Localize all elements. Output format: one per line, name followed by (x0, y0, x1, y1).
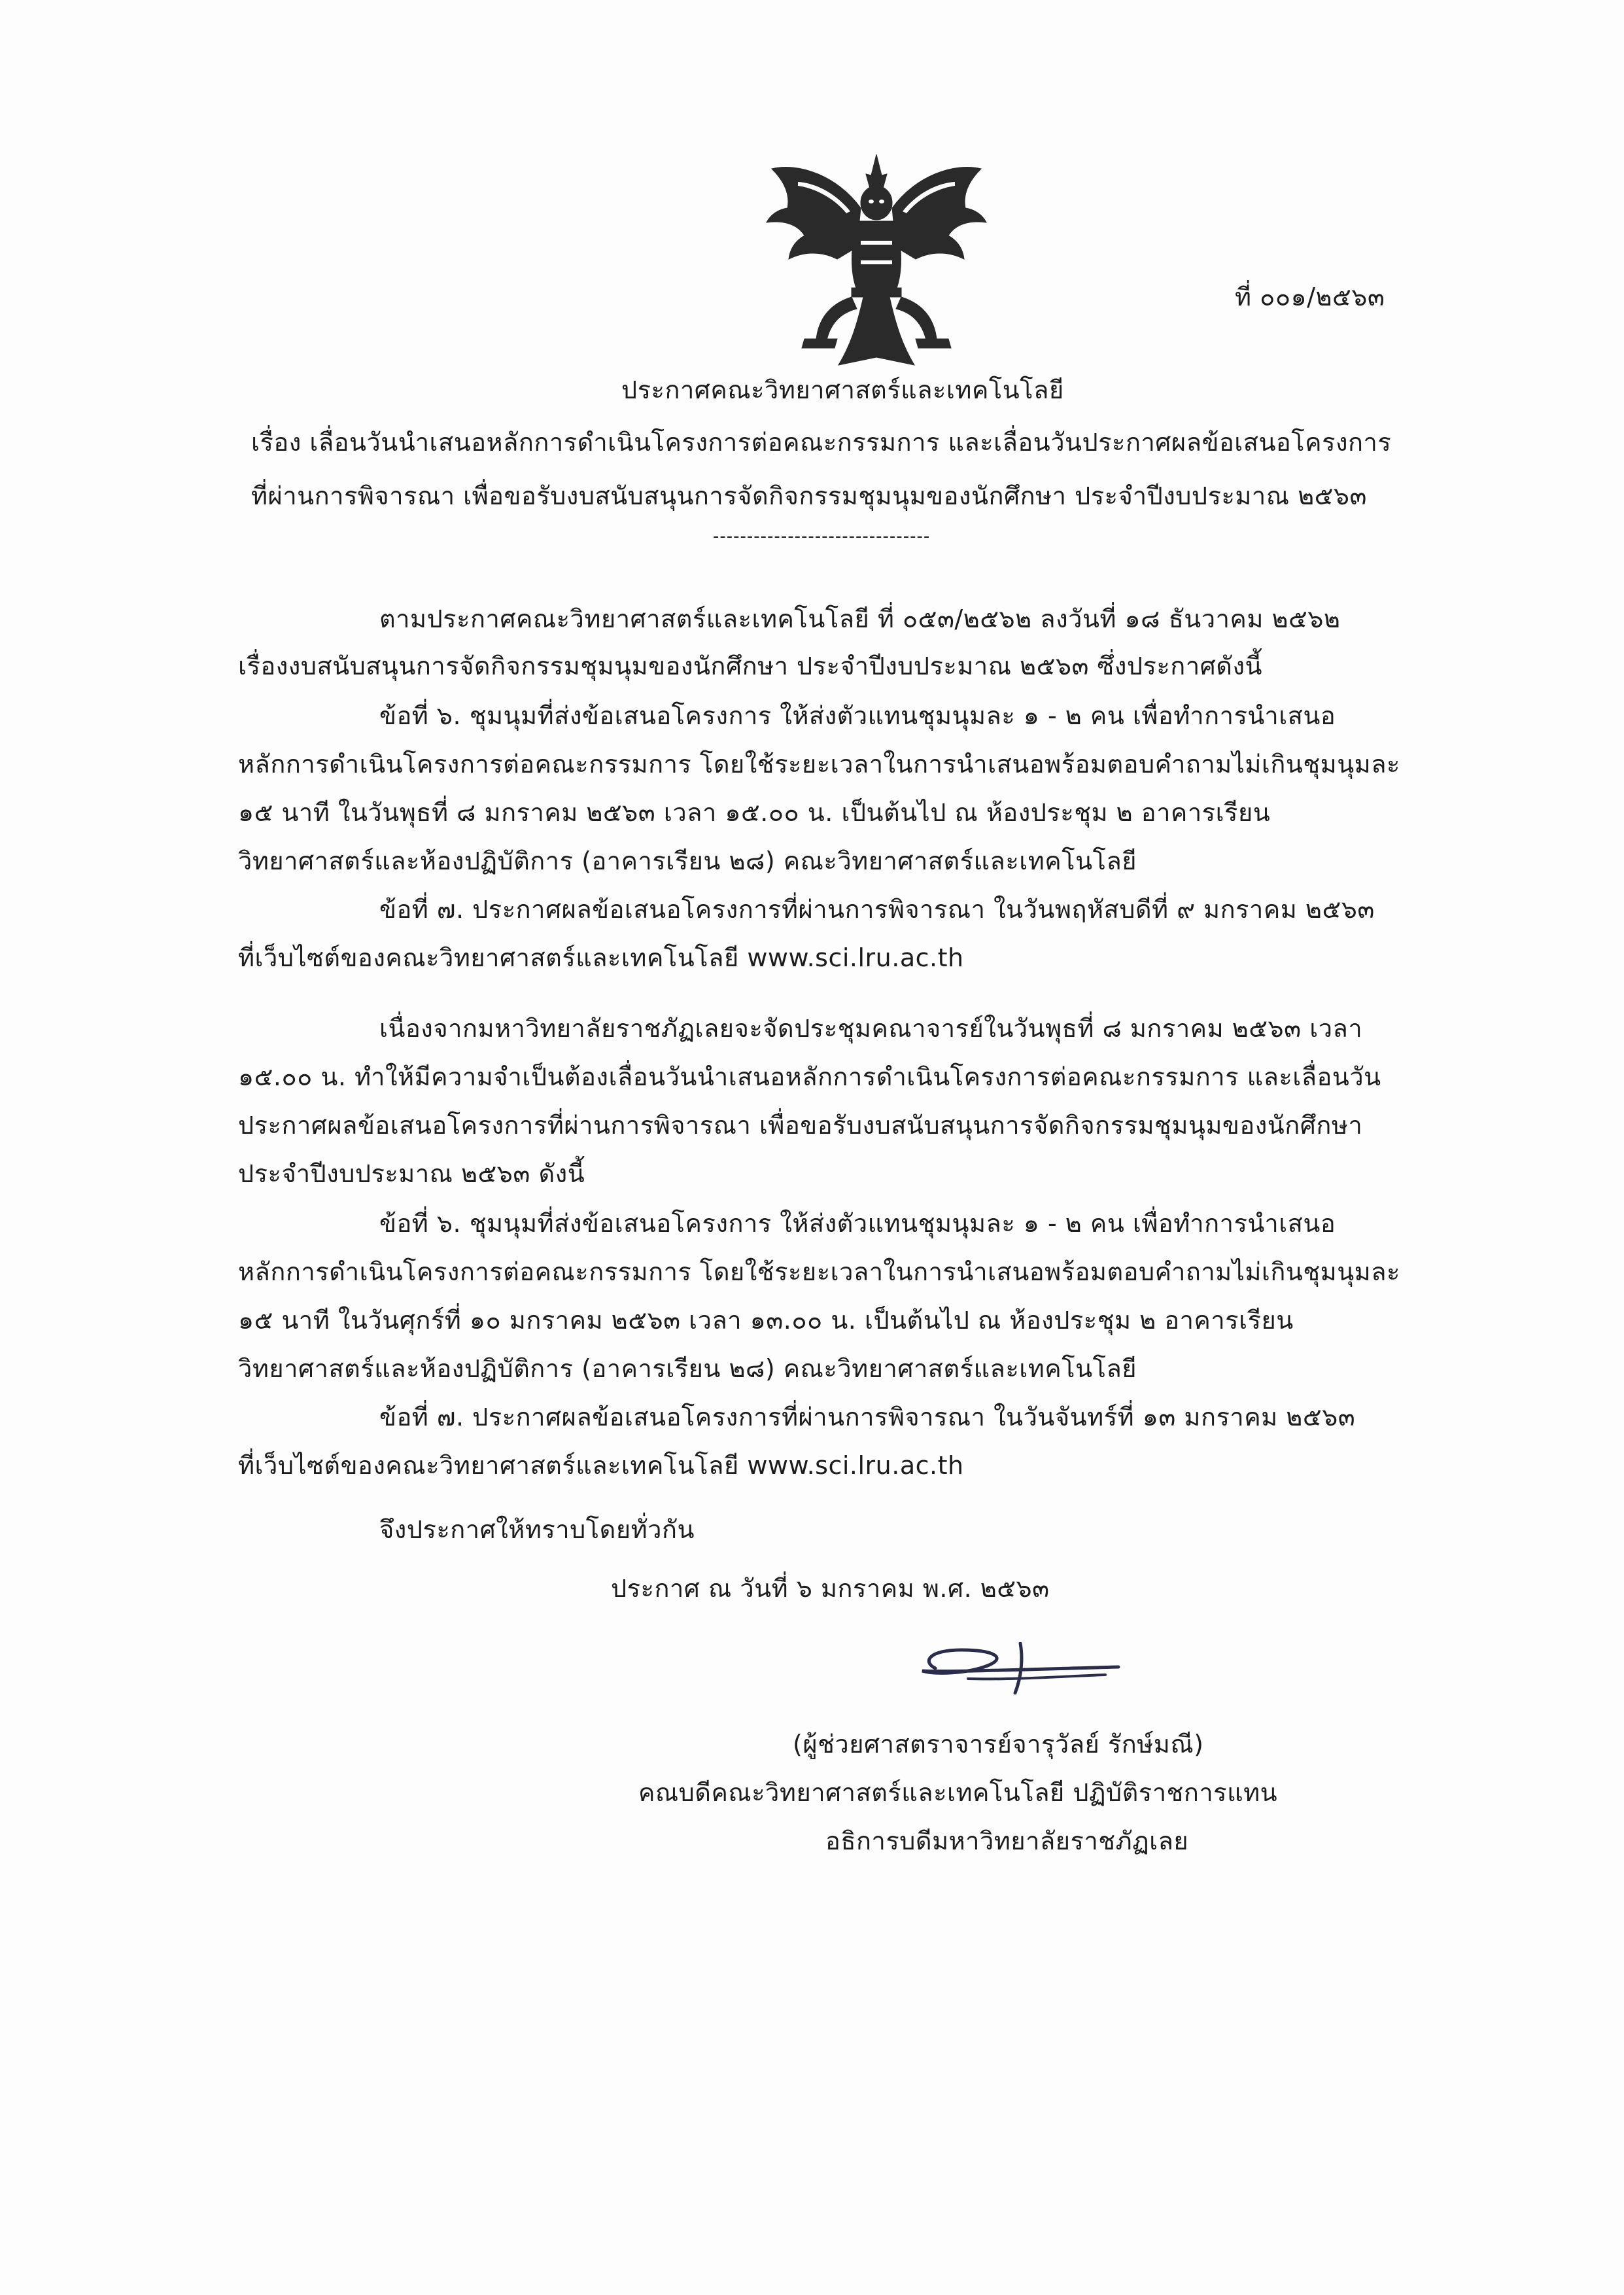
item-6-original-line-4: วิทยาศาสตร์และห้องปฏิบัติการ (อาคารเรียน ๒๘) คณะวิทยาศาสตร์และเทคโนโลยี (238, 847, 1137, 875)
page-title: ประกาศคณะวิทยาศาสตร์และเทคโนโลยี (621, 376, 1064, 404)
item-7-revised-line-1: ข้อที่ ๗. ประกาศผลข้อเสนอโครงการที่ผ่านการพิจารณา ในวันจันทร์ที่ ๑๓ มกราคม ๒๕๖๓ (379, 1403, 1356, 1431)
announcement-date: ประกาศ ณ วันที่ ๖ มกราคม พ.ศ. ๒๕๖๓ (611, 1574, 1050, 1603)
item-6-original-line-1: ข้อที่ ๖. ชุมนุมที่ส่งข้อเสนอโครงการ ให้ส่งตัวแทนชุมนุมละ ๑ - ๒ คน เพื่อทำการนำเสนอ (379, 701, 1336, 730)
item-6-original-line-3: ๑๕ นาที ในวันพุธที่ ๘ มกราคม ๒๕๖๓ เวลา ๑๕.๐๐ น. เป็นต้นไป ณ ห้องประชุม ๒ อาคารเรียน (238, 798, 1271, 827)
handwritten-signature (909, 1642, 1132, 1694)
signatory-name: (ผู้ช่วยศาสตราจารย์จารุวัลย์ รักษ์มณี) (793, 1730, 1204, 1759)
garuda-emblem-icon (759, 149, 994, 375)
signatory-title-2: อธิการบดีมหาวิทยาลัยราชภัฏเลย (825, 1827, 1189, 1855)
signatory-title-1: คณบดีคณะวิทยาศาสตร์และเทคโนโลยี ปฏิบัติราชการแทน (638, 1778, 1278, 1807)
reason-line-4: ประจำปีงบประมาณ ๒๕๖๓ ดังนี้ (238, 1159, 585, 1188)
closing-statement: จึงประกาศให้ทราบโดยทั่วกัน (379, 1515, 695, 1544)
paragraph-1-line-2: เรื่องงบสนับสนุนการจัดกิจกรรมชุมนุมของนักศึกษา ประจำปีงบประมาณ ๒๕๖๓ ซึ่งประกาศดังนี้ (238, 652, 1262, 680)
subject-line-2: ที่ผ่านการพิจารณา เพื่อขอรับงบสนับสนุนการจัดกิจกรรมชุมนุมของนักศึกษา ประจำปีงบประมาณ ๒๕๖๓ (251, 482, 1367, 510)
item-6-original-line-2: หลักการดำเนินโครงการต่อคณะกรรมการ โดยใช้ระยะเวลาในการนำเสนอพร้อมตอบคำถามไม่เกินชุมนุมละ (238, 750, 1400, 779)
item-6-revised-line-3: ๑๕ นาที ในวันศุกร์ที่ ๑๐ มกราคม ๒๕๖๓ เวลา ๑๓.๐๐ น. เป็นต้นไป ณ ห้องประชุม ๒ อาคารเรียน (238, 1306, 1294, 1335)
document-number: ที่ ๐๐๑/๒๕๖๓ (1235, 283, 1385, 311)
reason-line-3: ประกาศผลข้อเสนอโครงการที่ผ่านการพิจารณา เพื่อขอรับงบสนับสนุนการจัดกิจกรรมชุมนุมของนักศึกษา (238, 1111, 1363, 1140)
item-6-revised-line-2: หลักการดำเนินโครงการต่อคณะกรรมการ โดยใช้ระยะเวลาในการนำเสนอพร้อมตอบคำถามไม่เกินชุมนุมละ (238, 1257, 1400, 1286)
subject-line-1: เรื่อง เลื่อนวันนำเสนอหลักการดำเนินโครงการต่อคณะกรรมการ และเลื่อนวันประกาศผลข้อเสนอโครงการ (251, 428, 1392, 457)
item-7-original-line-1: ข้อที่ ๗. ประกาศผลข้อเสนอโครงการที่ผ่านการพิจารณา ในวันพฤหัสบดีที่ ๙ มกราคม ๒๕๖๓ (379, 895, 1375, 924)
item-7-original-line-2: ที่เว็บไซต์ของคณะวิทยาศาสตร์และเทคโนโลยี www.sci.lru.ac.th (238, 943, 964, 972)
reason-line-2: ๑๕.๐๐ น. ทำให้มีความจำเป็นต้องเลื่อนวันนำเสนอหลักการดำเนินโครงการต่อคณะกรรมการ และเลื่อนวัน (238, 1062, 1381, 1091)
item-6-revised-line-4: วิทยาศาสตร์และห้องปฏิบัติการ (อาคารเรียน ๒๘) คณะวิทยาศาสตร์และเทคโนโลยี (238, 1354, 1137, 1383)
item-6-revised-line-1: ข้อที่ ๖. ชุมนุมที่ส่งข้อเสนอโครงการ ให้ส่งตัวแทนชุมนุมละ ๑ - ๒ คน เพื่อทำการนำเสนอ (379, 1209, 1336, 1238)
reason-line-1: เนื่องจากมหาวิทยาลัยราชภัฏเลยจะจัดประชุมคณาจารย์ในวันพุธที่ ๘ มกราคม ๒๕๖๓ เวลา (379, 1014, 1363, 1043)
item-7-revised-line-2: ที่เว็บไซต์ของคณะวิทยาศาสตร์และเทคโนโลยี www.sci.lru.ac.th (238, 1451, 964, 1480)
divider: -------------------------------- (713, 527, 931, 546)
paragraph-1-line-1: ตามประกาศคณะวิทยาศาสตร์และเทคโนโลยี ที่ ๐๕๓/๒๕๖๒ ลงวันที่ ๑๘ ธันวาคม ๒๕๖๒ (379, 604, 1341, 633)
